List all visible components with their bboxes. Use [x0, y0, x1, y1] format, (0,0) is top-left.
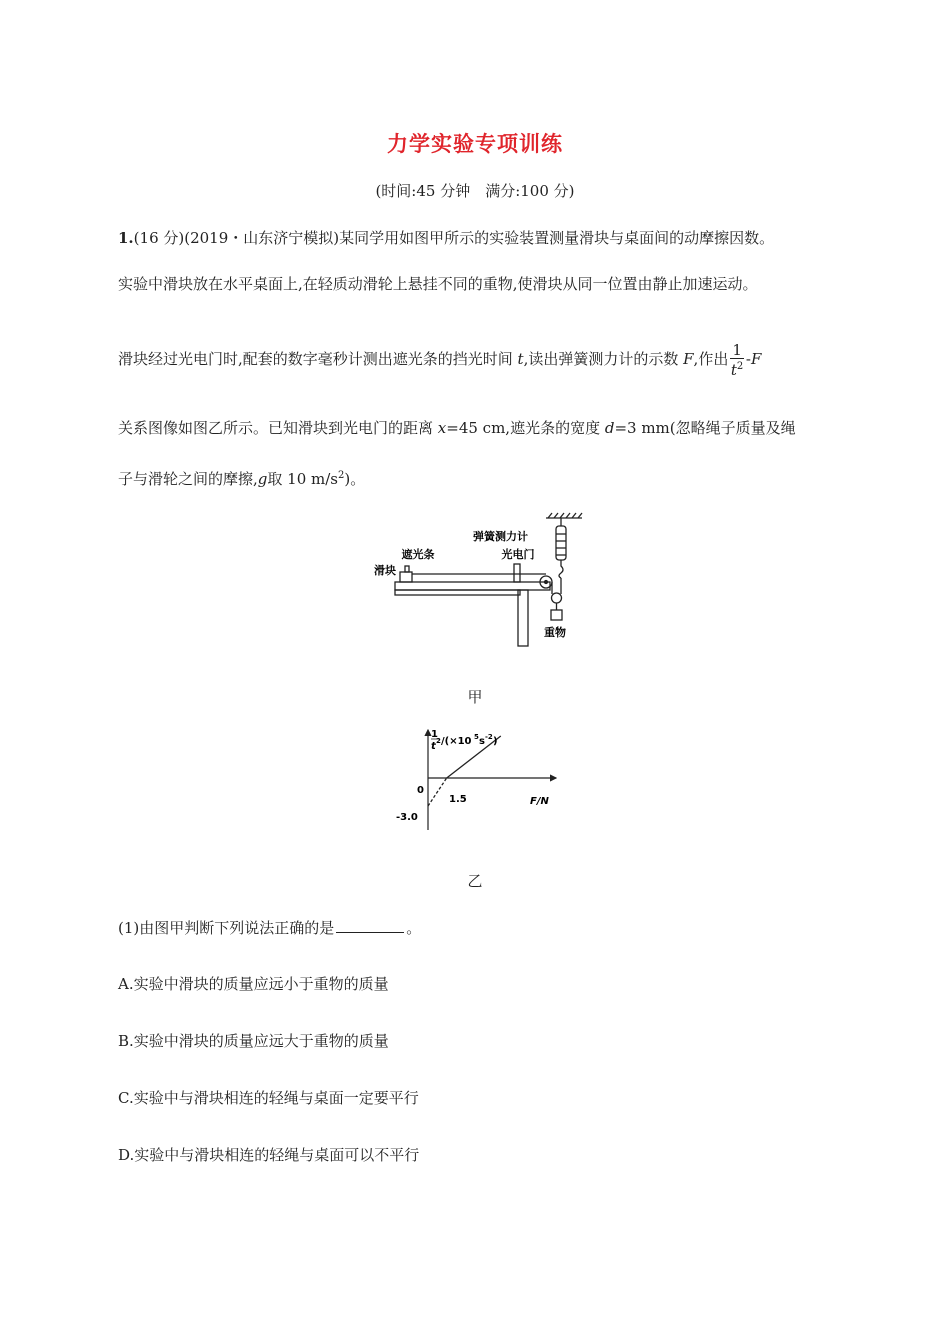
table-top: [395, 582, 550, 590]
q1-line4-c: =3 mm(忽略绳子质量及绳: [614, 419, 796, 437]
y-label-unit-c: ): [493, 736, 498, 747]
option-b[interactable]: B.实验中滑块的质量应远大于重物的质量: [118, 1032, 389, 1050]
label-slider: 滑块: [374, 564, 396, 577]
shading-strip: [405, 566, 409, 572]
var-F2: F: [750, 350, 762, 368]
q1-line5-c: )。: [344, 470, 366, 488]
x-axis-label: F/N: [530, 796, 549, 807]
q1-line5: [118, 466, 365, 489]
ceiling-hatch: [548, 513, 582, 518]
y-tick-label: -3.0: [396, 812, 418, 823]
q1-line4-b: =45 cm,遮光条的宽度: [446, 419, 605, 437]
table-leg: [518, 590, 528, 646]
question-number: 1.: [118, 229, 134, 247]
option-d[interactable]: D.实验中与滑块相连的轻绳与桌面可以不平行: [118, 1146, 420, 1164]
frac-den-exp: 2: [736, 361, 744, 372]
q1-line5-b: 取 10 m/s: [267, 470, 338, 488]
q1-line4: [118, 418, 796, 438]
y-label-den: t: [431, 741, 436, 752]
y-label-unit-exp: 5: [474, 733, 479, 741]
frac-den: t: [730, 361, 737, 379]
option-a[interactable]: A.实验中滑块的质量应远小于重物的质量: [118, 975, 389, 993]
q1-line3-a: 滑块经过光电门时,配套的数字毫秒计测出遮光条的挡光时间: [118, 350, 518, 368]
y-label-unit-b: s: [479, 736, 485, 747]
moving-pulley: [552, 593, 562, 603]
frac-num: 1: [732, 341, 742, 359]
table-edge: [395, 590, 520, 595]
y-label-num: 1: [431, 729, 438, 740]
option-c[interactable]: C.实验中与滑块相连的轻绳与桌面一定要平行: [118, 1089, 419, 1107]
page-subtitle: (时间:45 分钟 满分:100 分): [375, 182, 575, 200]
answer-blank[interactable]: [336, 918, 404, 933]
figure-jia-caption: 甲: [467, 688, 483, 706]
figure-yi-caption: 乙: [467, 872, 483, 890]
origin-label: 0: [417, 785, 424, 796]
var-x: x: [437, 419, 447, 437]
q1-line3: [118, 342, 761, 378]
graph-yi: [390, 726, 570, 836]
apparatus-diagram: [360, 510, 600, 650]
x-tick-label: 1.5: [449, 794, 467, 805]
y-label-unit-a: /(×10: [441, 736, 472, 747]
q1-line1: [118, 228, 774, 248]
label-weight: 重物: [544, 626, 566, 639]
page-title: 力学实验专项训练: [387, 131, 563, 156]
var-g: g: [257, 470, 268, 488]
q1-line2: 实验中滑块放在水平桌面上,在轻质动滑轮上悬挂不同的重物,使滑块从同一位置由静止加速运动。: [118, 275, 758, 293]
graph-line-dashed: [428, 778, 447, 806]
var-F: F: [683, 350, 694, 368]
q1-line3-b: ,读出弹簧测力计的示数: [523, 350, 684, 368]
unit-exp: 2: [338, 470, 345, 481]
q1-line3-dash: -: [745, 350, 751, 368]
sub1-stem-text: (1)由图甲判断下列说法正确的是: [118, 919, 335, 937]
var-t: t: [517, 350, 524, 368]
sub1-stem-end: 。: [406, 919, 422, 937]
q1-line5-a: 子与滑轮之间的摩擦,: [118, 470, 258, 488]
scale-hook: [559, 560, 563, 578]
var-d: d: [604, 419, 615, 437]
q1-line3-c: ,作出: [693, 350, 729, 368]
q1-line4-a: 关系图像如图乙所示。已知滑块到光电门的距离: [118, 419, 438, 437]
slider-block: [400, 572, 412, 582]
q1-line1-text: (16 分)(2019・山东济宁模拟)某同学用如图甲所示的实验装置测量滑块与桌面间的动摩擦因数。: [133, 229, 775, 247]
label-shading-strip: 遮光条: [401, 548, 435, 561]
label-spring-scale: 弹簧测力计: [473, 530, 528, 543]
weight-block: [551, 610, 562, 620]
y-label-den-exp: 2: [436, 737, 441, 745]
fraction-1-over-t2: [730, 342, 744, 378]
label-photo-gate: 光电门: [501, 548, 535, 561]
y-label-unit-exp2: -2: [485, 733, 493, 741]
sub1-stem: [118, 918, 421, 938]
photo-gate: [514, 564, 520, 582]
